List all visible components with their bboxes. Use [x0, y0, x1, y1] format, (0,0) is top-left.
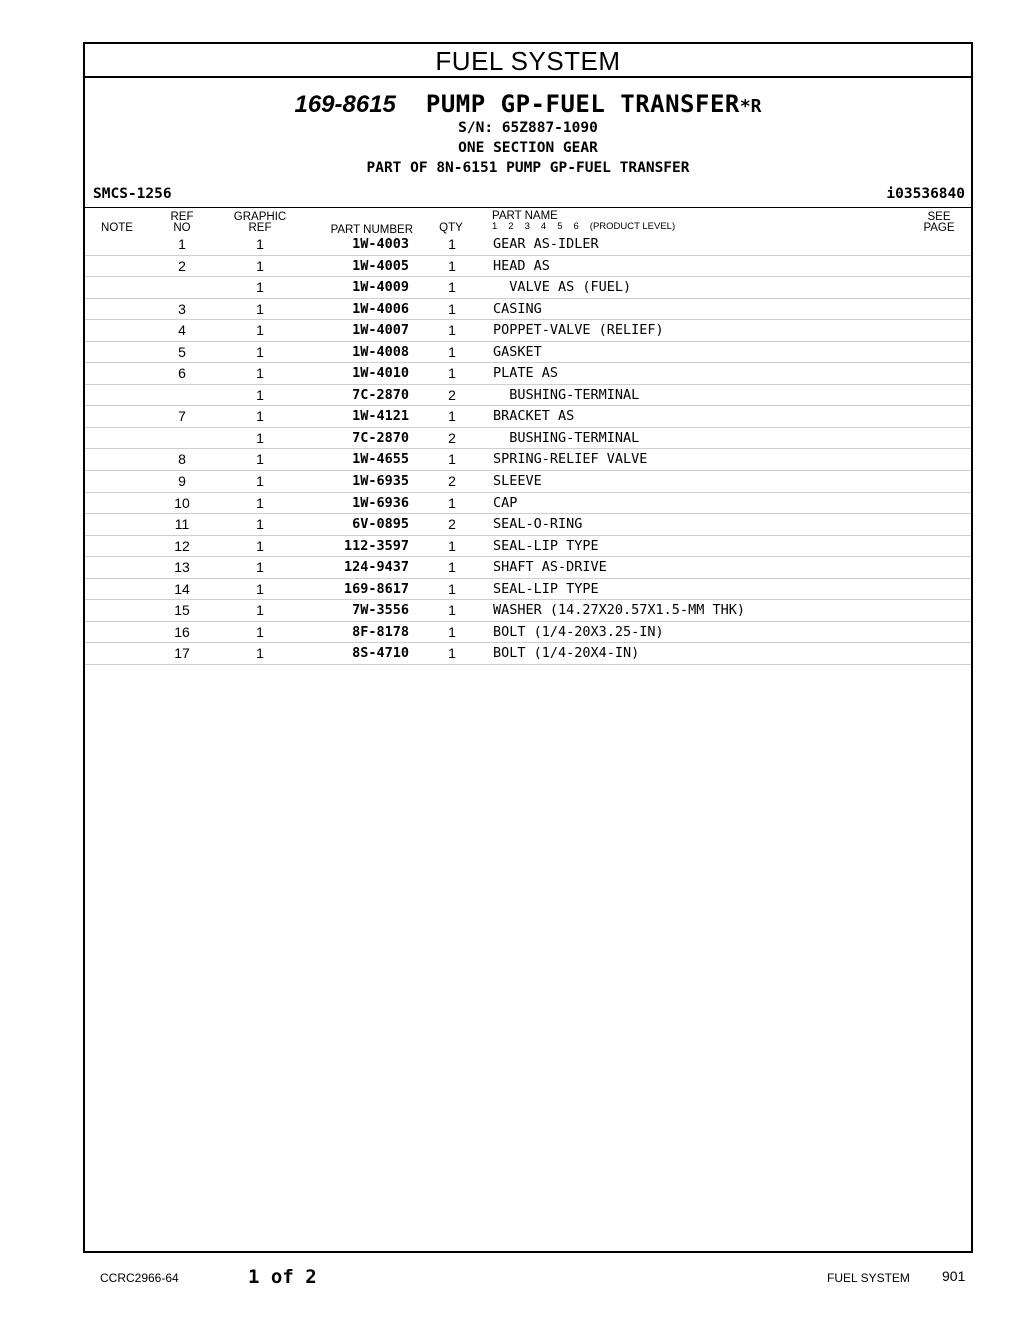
graphic-ref-cell: 1: [256, 429, 264, 446]
graphic-ref-cell: 1: [256, 451, 264, 468]
ref-no-cell: 12: [174, 537, 190, 554]
part-number-cell: 8F-8178: [352, 623, 409, 640]
smcs-code: SMCS-1256: [93, 186, 172, 202]
part-name-cell: SHAFT AS-DRIVE: [493, 559, 607, 576]
part-number-cell: 1W-4010: [352, 365, 409, 382]
section-title: FUEL SYSTEM: [85, 44, 971, 78]
level-3: 3: [524, 221, 530, 232]
qty-cell: 1: [448, 451, 456, 468]
qty-cell: 2: [448, 473, 456, 490]
qty-cell: 1: [448, 645, 456, 662]
qty-cell: 1: [448, 494, 456, 511]
ref-no-cell: 9: [178, 473, 186, 490]
part-number-cell: 7C-2870: [352, 429, 409, 446]
part-name-cell: CASING: [493, 300, 542, 317]
ref-no-cell: 2: [178, 257, 186, 274]
ref-no-cell: 17: [174, 645, 190, 662]
table-row: [85, 320, 971, 342]
ref-no-cell: 16: [174, 623, 190, 640]
level-6: 6: [573, 221, 579, 232]
part-name-cell: SEAL-LIP TYPE: [493, 537, 599, 554]
product-level-label: (PRODUCT LEVEL): [589, 221, 676, 232]
table-row: [85, 406, 971, 428]
level-2: 2: [508, 221, 514, 232]
part-name-cell: SPRING-RELIEF VALVE: [493, 451, 648, 468]
ref-no-cell: 14: [174, 580, 190, 597]
part-name-cell: WASHER (14.27X20.57X1.5-MM THK): [493, 602, 745, 619]
part-name-cell: PLATE AS: [493, 365, 559, 382]
group-suffix: *R: [739, 96, 762, 117]
illustration-id: i03536840: [886, 186, 965, 202]
col-qty: [433, 223, 469, 234]
part-number-cell: 8S-4710: [352, 645, 409, 662]
parts-table: [85, 234, 971, 665]
table-top-rule: [85, 207, 971, 208]
qty-cell: 1: [448, 343, 456, 360]
table-row: [85, 471, 971, 493]
ref-no-cell: 11: [174, 516, 190, 533]
table-row: [85, 514, 971, 536]
part-name-cell: GEAR AS-IDLER: [493, 236, 599, 252]
ref-no-cell: 1: [178, 236, 186, 252]
table-row: [85, 557, 971, 579]
table-row: [85, 428, 971, 450]
col-part-number-label: PART NUMBER: [330, 224, 413, 236]
part-name-cell: POPPET-VALVE (RELIEF): [493, 322, 664, 339]
table-row: [85, 622, 971, 644]
description-line: ONE SECTION GEAR: [458, 140, 598, 156]
part-name-cell: BUSHING-TERMINAL: [493, 386, 640, 403]
ref-no-cell: 7: [178, 408, 186, 425]
part-number-cell: 112-3597: [343, 537, 409, 554]
table-row: [85, 277, 971, 299]
col-ref-no-label-1: REF: [170, 211, 194, 223]
serial-range: S/N: 65Z887-1090: [458, 120, 598, 136]
part-name-cell: CAP: [493, 494, 518, 511]
level-4: 4: [540, 221, 547, 232]
ref-no-cell: 13: [174, 559, 190, 576]
qty-cell: 1: [448, 300, 456, 317]
qty-cell: 1: [448, 602, 456, 619]
level-1: 1: [492, 221, 498, 232]
graphic-ref-cell: 1: [256, 645, 264, 662]
col-graphic-ref-label-2: REF: [248, 222, 272, 234]
part-number-cell: 1W-4008: [352, 343, 409, 360]
footer-page-count: 1 of 2: [248, 1266, 317, 1288]
ref-no-cell: 3: [178, 300, 186, 317]
part-name-cell: HEAD AS: [493, 257, 550, 274]
part-name-cell: GASKET: [493, 343, 542, 360]
table-row: [85, 256, 971, 278]
ref-no-cell: 5: [178, 343, 186, 360]
graphic-ref-cell: 1: [256, 343, 264, 360]
title-line: [85, 90, 971, 118]
qty-cell: 1: [448, 257, 456, 274]
part-name-cell: VALVE AS (FUEL): [493, 279, 632, 296]
ref-no-cell: 10: [174, 494, 190, 511]
graphic-ref-cell: 1: [256, 300, 264, 317]
qty-cell: 1: [448, 279, 456, 296]
ref-no-cell: 15: [174, 602, 190, 619]
part-name-cell: SLEEVE: [493, 473, 542, 490]
col-note: [99, 223, 135, 234]
part-number-cell: 1W-4121: [352, 408, 409, 425]
table-row: [85, 643, 971, 665]
part-name-cell: BUSHING-TERMINAL: [493, 429, 640, 446]
qty-cell: 1: [448, 559, 456, 576]
table-row: [85, 536, 971, 558]
group-part-name: PUMP GP-FUEL TRANSFER: [425, 90, 740, 118]
qty-cell: 1: [448, 580, 456, 597]
graphic-ref-cell: 1: [256, 279, 264, 296]
qty-cell: 1: [448, 236, 456, 252]
col-ref-no-label-2: NO: [173, 222, 191, 234]
qty-cell: 1: [448, 623, 456, 640]
graphic-ref-cell: 1: [256, 580, 264, 597]
graphic-ref-cell: 1: [256, 602, 264, 619]
part-number-cell: 1W-4003: [352, 236, 409, 252]
part-name-cell: BOLT (1/4-20X3.25-IN): [493, 623, 664, 640]
qty-cell: 1: [448, 537, 456, 554]
part-number-cell: 1W-4005: [352, 257, 409, 274]
footer-section: FUEL SYSTEM: [827, 1271, 910, 1285]
table-row: [85, 299, 971, 321]
ref-no-cell: 4: [178, 322, 186, 339]
level-5: 5: [557, 221, 563, 232]
graphic-ref-cell: 1: [256, 537, 264, 554]
graphic-ref-cell: 1: [256, 494, 264, 511]
part-name-cell: BOLT (1/4-20X4-IN): [493, 645, 640, 662]
group-part-number: 169-8615: [294, 91, 396, 118]
part-number-cell: 1W-4009: [352, 279, 409, 296]
header-block: [85, 90, 971, 178]
graphic-ref-cell: 1: [256, 516, 264, 533]
col-qty-label: QTY: [439, 222, 463, 234]
graphic-ref-cell: 1: [256, 623, 264, 640]
graphic-ref-cell: 1: [256, 365, 264, 382]
table-row: [85, 363, 971, 385]
part-number-cell: 169-8617: [343, 580, 409, 597]
part-name-cell: SEAL-LIP TYPE: [493, 580, 599, 597]
col-part-name-label: PART NAME: [492, 210, 558, 222]
page-frame: [83, 42, 973, 1253]
graphic-ref-cell: 1: [256, 322, 264, 339]
graphic-ref-cell: 1: [256, 236, 264, 252]
part-number-cell: 1W-6936: [352, 494, 409, 511]
qty-cell: 1: [448, 408, 456, 425]
table-row: [85, 600, 971, 622]
part-number-cell: 1W-4007: [352, 322, 409, 339]
part-number-cell: 7C-2870: [352, 386, 409, 403]
col-graphic-ref-label-1: GRAPHIC: [233, 211, 287, 223]
part-number-cell: 1W-4655: [352, 451, 409, 468]
part-number-cell: 7W-3556: [352, 602, 409, 619]
qty-cell: 2: [448, 429, 456, 446]
table-row: [85, 493, 971, 515]
table-row: [85, 234, 971, 256]
part-name-cell: SEAL-O-RING: [493, 516, 583, 533]
part-of-line: PART OF 8N-6151 PUMP GP-FUEL TRANSFER: [366, 160, 690, 176]
table-row: [85, 342, 971, 364]
footer-page-number: 901: [942, 1268, 966, 1284]
part-name-cell: BRACKET AS: [493, 408, 575, 425]
col-see-page-label-2: PAGE: [923, 222, 955, 234]
graphic-ref-cell: 1: [256, 408, 264, 425]
part-number-cell: 1W-4006: [352, 300, 409, 317]
product-levels: [492, 221, 686, 232]
graphic-ref-cell: 1: [256, 386, 264, 403]
part-number-cell: 6V-0895: [352, 516, 409, 533]
ref-no-cell: 6: [178, 365, 186, 382]
graphic-ref-cell: 1: [256, 257, 264, 274]
table-row: [85, 579, 971, 601]
qty-cell: 2: [448, 516, 456, 533]
footer-doc-id: CCRC2966-64: [100, 1271, 179, 1285]
ref-no-cell: 8: [178, 451, 186, 468]
qty-cell: 1: [448, 322, 456, 339]
col-see-page: [915, 212, 963, 234]
table-row: [85, 385, 971, 407]
col-note-label: NOTE: [101, 222, 133, 234]
table-row: [85, 449, 971, 471]
graphic-ref-cell: 1: [256, 559, 264, 576]
qty-cell: 1: [448, 365, 456, 382]
graphic-ref-cell: 1: [256, 473, 264, 490]
col-ref-no: [165, 212, 199, 234]
qty-cell: 2: [448, 386, 456, 403]
part-number-cell: 124-9437: [343, 559, 409, 576]
part-number-cell: 1W-6935: [352, 473, 409, 490]
col-see-page-label-1: SEE: [927, 211, 951, 223]
col-graphic-ref: [225, 212, 295, 234]
